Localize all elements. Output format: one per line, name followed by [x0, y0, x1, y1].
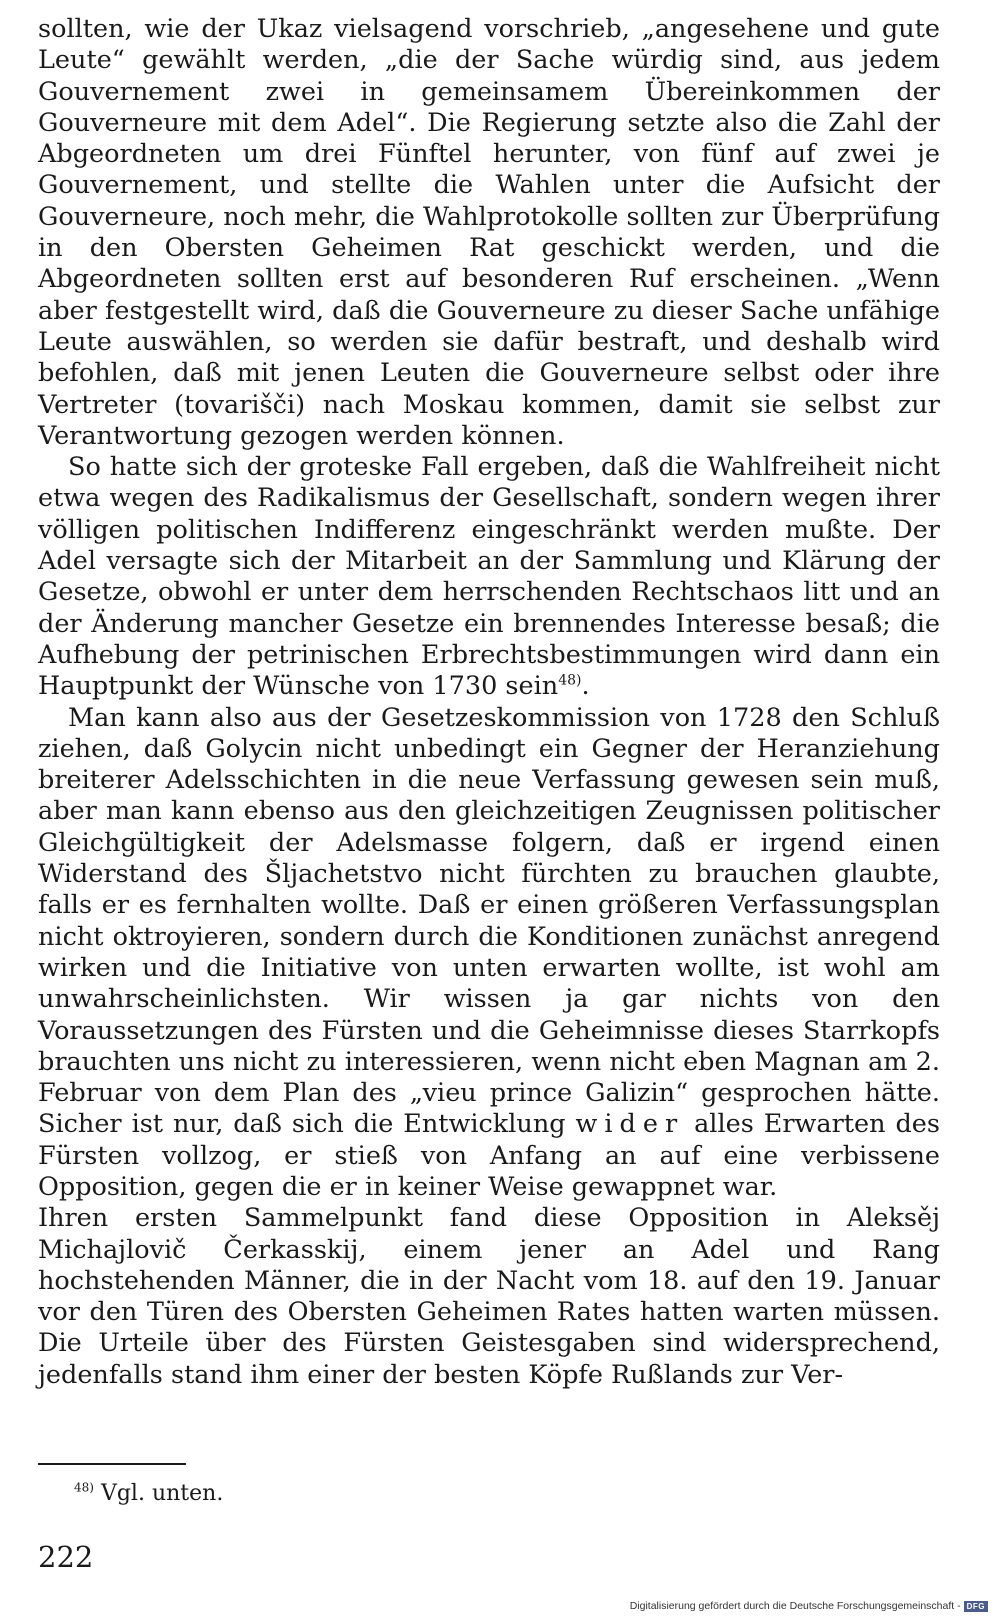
footnote-divider	[38, 1463, 186, 1465]
footnote-reference: 48)	[558, 672, 582, 689]
body-text	[38, 14, 940, 1391]
emphasized-word: wider	[575, 1109, 685, 1140]
paragraph-text: Ihren ersten Sammelpunkt fand diese Opposition in Aleksěj Michajlovič Čerkasskij, einem jener an Adel und Rang hochstehenden Männer, die in der Nacht vom 18. auf den 19. Januar vor den Türen des Obersten Geheimen Rates hatten warten müssen. Die Urteile über des Fürsten Geistesgaben sind widersprechend, jedenfalls stand ihm einer der besten Köpfe Rußlands zur Ver-	[38, 1203, 940, 1390]
footnote-marker: 48)	[74, 1480, 94, 1495]
paragraph-3	[38, 703, 940, 1204]
paragraph-text: So hatte sich der groteske Fall ergeben, daß die Wahlfreiheit nicht etwa wegen des Radikalismus der Gesellschaft, sondern wegen ihrer völligen politischen Indifferenz eingeschränkt werden mußte. Der Adel versagte sich der Mitarbeit an der Sammlung und Klärung der Gesetze, obwohl er unter dem herrschenden Rechtschaos litt und an der Änderung mancher Gesetze ein brennendes Interesse besaß; die Aufhebung der petrinischen Erbrechtsbestimmungen wird dann ein Hauptpunkt der Wünsche von 1730 sein	[38, 452, 940, 702]
paragraph-text-end: .	[581, 671, 590, 702]
paragraph-text-end: alles Erwarten des Fürsten vollzog, er stieß von Anfang an auf eine verbissene Opposition, gegen die er in keiner Weise gewappnet war.	[38, 1109, 940, 1202]
paragraph-text: sollten, wie der Ukaz vielsagend vorschrieb, „angesehene und gute Leute“ gewählt werden, „die der Sache würdig sind, aus jedem Gouvernement zwei in gemeinsamem Übereinkommen der Gouverneure mit dem Adel“. Die Regierung setzte also die Zahl der Abgeordneten um drei Fünftel herunter, von fünf auf zwei je Gouvernement, und stellte die Wahlen unter die Aufsicht der Gouverneure, noch mehr, die Wahlprotokolle sollten zur Überprüfung in den Obersten Geheimen Rat geschickt werden, und die Abgeordneten sollten erst auf besonderen Ruf erscheinen. „Wenn aber festgestellt wird, daß die Gouverneure zu dieser Sache unfähige Leute auswählen, so werden sie dafür bestraft, und deshalb wird befohlen, daß mit jenen Leuten die Gouverneure selbst oder ihre Vertreter (tovarišči) nach Moskau kommen, damit sie selbst zur Verantwortung gezogen werden können.	[38, 14, 940, 451]
page-number: 222	[38, 1540, 94, 1574]
paragraph-1	[38, 14, 940, 452]
paragraph-2	[38, 452, 940, 702]
footnote	[74, 1480, 223, 1508]
dfg-logo-icon: DFG	[964, 1601, 988, 1612]
digitization-credit	[630, 1600, 988, 1612]
paragraph-4	[38, 1203, 940, 1391]
paragraph-text: Man kann also aus der Gesetzeskommission von 1728 den Schluß ziehen, daß Golycin nicht unbedingt ein Gegner der Heranziehung breiterer Adelsschichten in die neue Verfassung gewesen sein muß, aber man kann ebenso aus den gleichzeitigen Zeugnissen politischer Gleichgültigkeit der Adelsmasse folgern, daß er irgend einen Widerstand des Šljachetstvo nicht fürchten zu brauchen glaubte, falls er es fernhalten wollte. Daß er einen größeren Verfassungsplan nicht oktroyieren, sondern durch die Konditionen zunächst anregend wirken und die Initiative von unten erwarten wollte, ist wohl am unwahrscheinlichsten. Wir wissen ja gar nichts von den Voraussetzungen des Fürsten und die Geheimnisse dieses Starrkopfs brauchten uns nicht zu interessieren, wenn nicht eben Magnan am 2. Februar von dem Plan des „vieu prince Galizin“ gesprochen hätte. Sicher ist nur, daß sich die Entwicklung	[38, 702, 940, 1140]
credit-text: Digitalisierung gefördert durch die Deutsche Forschungsgemeinschaft -	[629, 1600, 961, 1612]
footnote-text: Vgl. unten.	[100, 1481, 224, 1506]
